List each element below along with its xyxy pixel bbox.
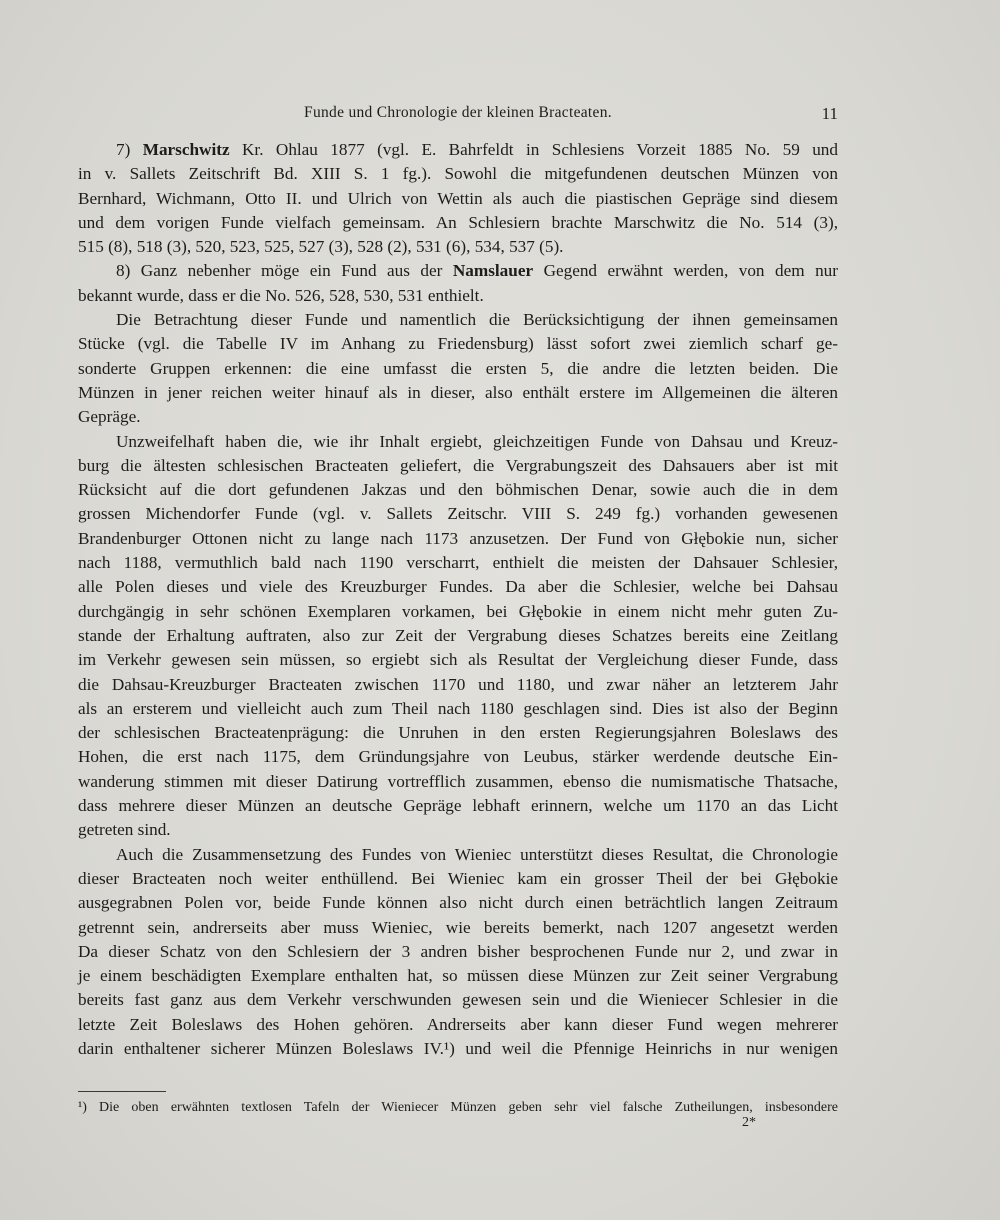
text-line: Stücke (vgl. die Tabelle IV im Anhang zu Friedensburg) lässt sofort zwei ziemlich scharf ge-	[78, 334, 838, 354]
text-line: ausgegrabnen Polen vor, beide Funde können also nicht durch einen beträchtlich langen Zeitraum	[78, 893, 838, 913]
text-line: alle Polen dieses und viele des Kreuzburger Fundes. Da aber die Schlesier, welche bei Dahsau	[78, 577, 838, 597]
text-line	[78, 259, 838, 283]
text-line: bekannt wurde, dass er die No. 526, 528, 530, 531 enthielt.	[78, 285, 484, 305]
text-line: die Dahsau-Kreuzburger Bracteaten zwischen 1170 und 1180, und zwar näher an letzterem Jahr	[78, 674, 838, 694]
text-line: dass mehrere dieser Münzen an deutsche Gepräge lebhaft erinnern, welche um 1170 an das Licht	[78, 796, 838, 816]
text-segment: Gegend erwähnt werden, von dem nur	[533, 261, 838, 281]
text-line	[78, 138, 838, 162]
text-line: Hohen, die erst nach 1175, dem Gründungsjahre von Leubus, stärker werdende deutsche Ein-	[78, 747, 838, 767]
text-line: als an ersterem und vielleicht auch zum Theil nach 1180 geschlagen sind. Dies ist also der Beginn	[78, 698, 838, 718]
text-line: getreten sind.	[78, 820, 171, 840]
running-head: Funde und Chronologie der kleinen Bracteaten.	[304, 104, 612, 121]
text-line: dieser Bracteaten noch weiter enthüllend. Bei Wieniec kam ein grosser Theil der bei Głębokie	[78, 868, 838, 888]
text-line: bereits fast ganz aus dem Verkehr verschwunden gewesen sein und die Wieniecer Schlesier in die	[78, 990, 838, 1010]
text-line: Münzen in jener reichen weiter hinauf als in dieser, also enthält erstere im Allgemeinen die älteren	[78, 382, 838, 402]
text-line: Auch die Zusammensetzung des Fundes von Wieniec unterstützt dieses Resultat, die Chronologie	[116, 844, 838, 864]
text-line: Bernhard, Wichmann, Otto II. und Ulrich von Wettin als auch die piastischen Gepräge sind diesem	[78, 188, 838, 208]
signature-mark: 2*	[742, 1115, 756, 1130]
text-line: sonderte Gruppen erkennen: die eine umfasst die ersten 5, die andre die letzten beiden. Die	[78, 358, 838, 378]
text-line: und dem vorigen Funde vielfach gemeinsam. An Schlesiern brachte Marschwitz die No. 514 (3),	[78, 212, 838, 232]
text-line: Unzweifelhaft haben die, wie ihr Inhalt ergiebt, gleichzeitigen Funde von Dahsau und Kreuz-	[116, 431, 838, 451]
text-line: im Verkehr gewesen sein müssen, so ergiebt sich als Resultat der Vergleichung dieser Funde, dass	[78, 650, 838, 670]
text-line: Die Betrachtung dieser Funde und namentlich die Berücksichtigung der ihnen gemeinsamen	[116, 310, 838, 330]
text-line: in v. Sallets Zeitschrift Bd. XIII S. 1 fg.). Sowohl die mitgefundenen deutschen Münzen von	[78, 164, 838, 184]
text-line: Brandenburger Ottonen nicht zu lange nach 1173 anzusetzen. Der Fund von Głębokie nun, sicher	[78, 528, 838, 548]
text-segment: 7)	[116, 140, 143, 159]
text-segment: Kr. Ohlau 1877 (vgl. E. Bahrfeldt in Schlesiens Vorzeit 1885 No. 59 und	[229, 140, 838, 159]
body-text	[78, 138, 838, 1061]
text-line: letzte Zeit Boleslaws des Hohen gehören. Andrerseits aber kann dieser Fund wegen mehrerer	[78, 1014, 838, 1034]
text-line: Da dieser Schatz von den Schlesiern der 3 andren bisher besprochenen Funde nur 2, und zwar in	[78, 941, 838, 961]
text-line: durchgängig in sehr schönen Exemplaren vorkamen, bei Głębokie in einem nicht mehr guten Zu-	[78, 601, 838, 621]
bold-place-name: Marschwitz	[142, 140, 230, 159]
footnote-rule	[78, 1091, 166, 1092]
text-line: der schlesischen Bracteatenprägung: die Unruhen in den ersten Regierungsjahren Boleslaws des	[78, 723, 838, 743]
text-line: nach 1188, vermuthlich bald nach 1190 verscharrt, enthielt die meisten der Dahsauer Schlesier,	[78, 553, 838, 573]
text-line: 515 (8), 518 (3), 520, 523, 525, 527 (3), 528 (2), 531 (6), 534, 537 (5).	[78, 237, 564, 257]
text-line: grossen Michendorfer Funde (vgl. v. Sallets Zeitschr. VIII S. 249 fg.) vorhanden gewesenen	[78, 504, 838, 524]
text-line: Rücksicht auf die dort gefundenen Jakzas und den böhmischen Denar, sowie auch die in dem	[78, 480, 838, 500]
page-header	[78, 104, 838, 130]
bold-place-name: Namslauer	[452, 261, 534, 281]
text-line: burg die ältesten schlesischen Bracteaten geliefert, die Vergrabungszeit des Dahsauers aber ist mit	[78, 455, 838, 475]
text-line: Gepräge.	[78, 407, 141, 427]
footnote: ¹) Die oben erwähnten textlosen Tafeln der Wieniecer Münzen geben sehr viel falsche Zutheilungen, insbesondere	[78, 1100, 838, 1115]
text-line: stande der Erhaltung auftraten, also zur Zeit der Vergrabung dieses Schatzes bereits eine Zeitlang	[78, 625, 838, 645]
text-line: getrennt sein, andrerseits aber muss Wieniec, wie bereits bemerkt, nach 1207 angesetzt werden	[78, 917, 838, 937]
page-number: 11	[821, 104, 838, 123]
text-line: wanderung stimmen mit dieser Datirung vortrefflich zusammen, ebenso die numismatische Thatsache,	[78, 771, 838, 791]
text-line: darin enthaltener sicherer Münzen Boleslaws IV.¹) und weil die Pfennige Heinrichs in nur wenigen	[78, 1038, 838, 1058]
text-segment: 8) Ganz nebenher möge ein Fund aus der	[116, 261, 453, 281]
text-line: je einem beschädigten Exemplare enthalten hat, so müssen diese Münzen zur Zeit seiner Vergrabung	[78, 966, 838, 986]
